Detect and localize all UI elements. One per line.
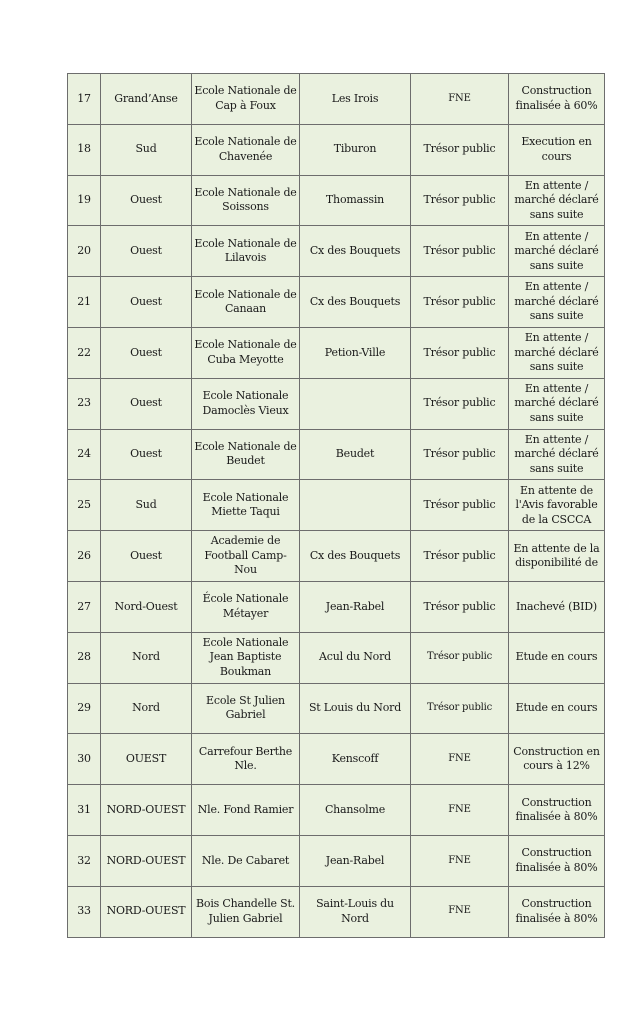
funding-cell: FNE [411,886,509,937]
funding-cell: Trésor public [411,124,509,175]
funding-cell: Trésor public [411,378,509,429]
table-row [68,632,605,683]
department-cell: NORD-OUEST [101,785,192,836]
commune-cell: Thomassin [300,175,411,226]
table-row [68,327,605,378]
table-row [68,531,605,582]
row-number: 19 [68,175,101,226]
table-row [68,277,605,328]
status-cell: En attente de l'Avis favorable de la CSCCA [509,480,605,531]
school-cell: Ecole Nationale Jean Baptiste Boukman [192,632,300,683]
row-number: 25 [68,480,101,531]
department-cell: Nord [101,683,192,734]
status-cell: Construction finalisée à 80% [509,835,605,886]
row-number: 33 [68,886,101,937]
row-number: 32 [68,835,101,886]
commune-cell [300,378,411,429]
commune-cell: Cx des Bouquets [300,277,411,328]
school-cell: Academie de Football Camp-Nou [192,531,300,582]
department-cell: OUEST [101,734,192,785]
school-cell: Nle. De Cabaret [192,835,300,886]
status-cell: Etude en cours [509,683,605,734]
table-row [68,429,605,480]
table-row [68,734,605,785]
funding-cell: FNE [411,74,509,125]
row-number: 28 [68,632,101,683]
row-number: 30 [68,734,101,785]
status-cell: Etude en cours [509,632,605,683]
department-cell: Ouest [101,277,192,328]
department-cell: Ouest [101,327,192,378]
commune-cell: Les Irois [300,74,411,125]
department-cell: Sud [101,480,192,531]
department-cell: Ouest [101,531,192,582]
funding-cell: Trésor public [411,226,509,277]
department-cell: Ouest [101,226,192,277]
funding-cell: FNE [411,734,509,785]
commune-cell: Beudet [300,429,411,480]
table-row [68,785,605,836]
commune-cell: Chansolme [300,785,411,836]
commune-cell: Kenscoff [300,734,411,785]
school-cell: Ecole Nationale de Soissons [192,175,300,226]
funding-cell: Trésor public [411,277,509,328]
status-cell: Construction finalisée à 60% [509,74,605,125]
school-projects-table [67,73,605,938]
department-cell: Ouest [101,175,192,226]
row-number: 31 [68,785,101,836]
status-cell: En attente / marché déclaré sans suite [509,429,605,480]
row-number: 29 [68,683,101,734]
status-cell: En attente / marché déclaré sans suite [509,226,605,277]
status-cell: Construction en cours à 12% [509,734,605,785]
status-cell: Execution en cours [509,124,605,175]
commune-cell [300,480,411,531]
table-body [68,74,605,938]
table-row [68,175,605,226]
row-number: 18 [68,124,101,175]
commune-cell: Saint-Louis du Nord [300,886,411,937]
row-number: 23 [68,378,101,429]
table-row [68,480,605,531]
row-number: 27 [68,581,101,632]
commune-cell: Tiburon [300,124,411,175]
status-cell: Inachevé (BID) [509,581,605,632]
status-cell: Construction finalisée à 80% [509,886,605,937]
school-cell: Ecole Nationale de Lilavois [192,226,300,277]
school-cell: Ecole Nationale de Beudet [192,429,300,480]
school-cell: Ecole Nationale de Canaan [192,277,300,328]
funding-cell: Trésor public [411,581,509,632]
school-cell: Ecole Nationale de Cuba Meyotte [192,327,300,378]
school-cell: Ecole Nationale Damoclès Vieux [192,378,300,429]
funding-cell: Trésor public [411,531,509,582]
table-row [68,124,605,175]
table-row [68,226,605,277]
commune-cell: St Louis du Nord [300,683,411,734]
funding-cell: Trésor public [411,480,509,531]
funding-cell: Trésor public [411,632,509,683]
school-cell: Ecole Nationale Miette Taqui [192,480,300,531]
funding-cell: FNE [411,785,509,836]
department-cell: Nord [101,632,192,683]
row-number: 22 [68,327,101,378]
school-cell: Ecole Nationale de Chavenée [192,124,300,175]
school-cell: Nle. Fond Ramier [192,785,300,836]
commune-cell: Jean-Rabel [300,581,411,632]
row-number: 24 [68,429,101,480]
row-number: 26 [68,531,101,582]
department-cell: Grand’Anse [101,74,192,125]
funding-cell: Trésor public [411,327,509,378]
school-cell: Ecole Nationale de Cap à Foux [192,74,300,125]
status-cell: En attente / marché déclaré sans suite [509,175,605,226]
funding-cell: Trésor public [411,683,509,734]
commune-cell: Jean-Rabel [300,835,411,886]
row-number: 17 [68,74,101,125]
school-cell: Carrefour Berthe Nle. [192,734,300,785]
department-cell: Ouest [101,378,192,429]
school-cell: Ecole St Julien Gabriel [192,683,300,734]
table-row [68,886,605,937]
row-number: 20 [68,226,101,277]
department-cell: Sud [101,124,192,175]
status-cell: Construction finalisée à 80% [509,785,605,836]
table-row [68,74,605,125]
table-row [68,835,605,886]
department-cell: Nord-Ouest [101,581,192,632]
table-row [68,378,605,429]
department-cell: NORD-OUEST [101,835,192,886]
status-cell: En attente de la disponibilité de [509,531,605,582]
table-row [68,581,605,632]
school-cell: École Nationale Métayer [192,581,300,632]
status-cell: En attente / marché déclaré sans suite [509,327,605,378]
funding-cell: FNE [411,835,509,886]
commune-cell: Acul du Nord [300,632,411,683]
commune-cell: Petion-Ville [300,327,411,378]
status-cell: En attente / marché déclaré sans suite [509,378,605,429]
table-row [68,683,605,734]
department-cell: NORD-OUEST [101,886,192,937]
status-cell: En attente / marché déclaré sans suite [509,277,605,328]
funding-cell: Trésor public [411,429,509,480]
school-cell: Bois Chandelle St. Julien Gabriel [192,886,300,937]
department-cell: Ouest [101,429,192,480]
funding-cell: Trésor public [411,175,509,226]
row-number: 21 [68,277,101,328]
commune-cell: Cx des Bouquets [300,226,411,277]
commune-cell: Cx des Bouquets [300,531,411,582]
